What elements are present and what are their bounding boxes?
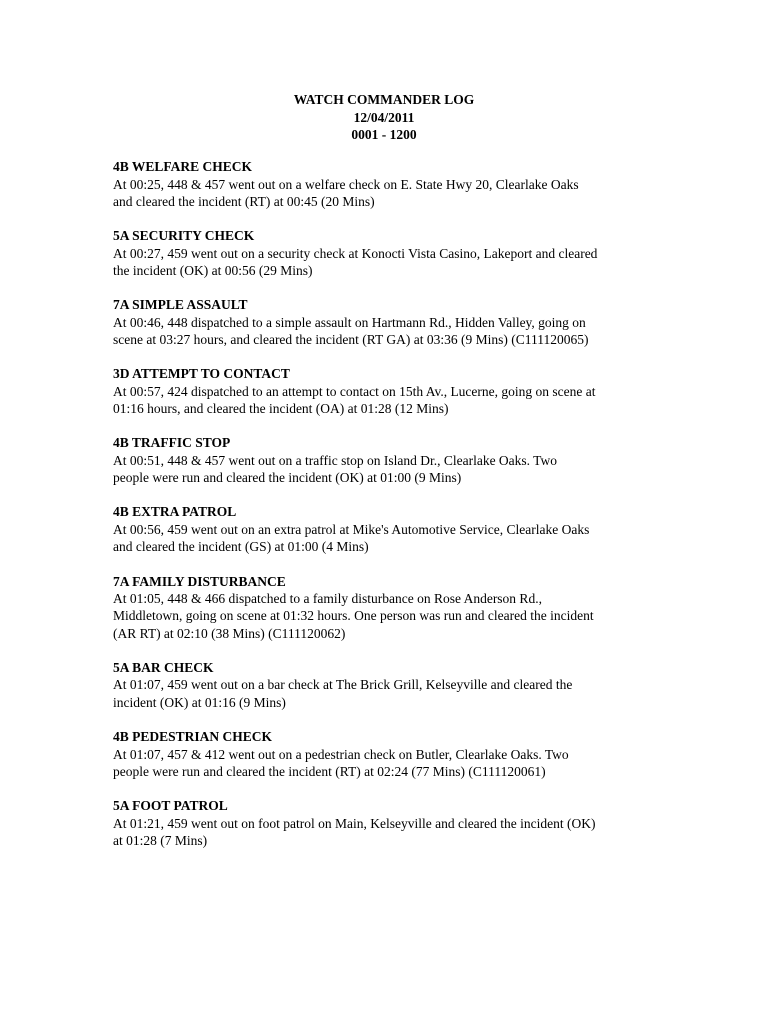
log-entry bbox=[113, 503, 673, 555]
document-title: WATCH COMMANDER LOG bbox=[293, 92, 475, 107]
entry-title: 4B EXTRA PATROL bbox=[113, 504, 237, 520]
log-entry bbox=[113, 158, 673, 210]
entry-line: At 00:57, 424 dispatched to an attempt to contact on 15th Av., Lucerne, going on scene at bbox=[113, 383, 596, 399]
log-entry bbox=[113, 573, 673, 642]
entry-line: At 01:07, 459 went out on a bar check at The Brick Grill, Kelseyville and cleared the bbox=[113, 677, 573, 693]
entry-line: At 01:21, 459 went out on foot patrol on Main, Kelseyville and cleared the incident (OK) bbox=[113, 815, 596, 831]
entry-line: and cleared the incident (GS) at 01:00 (4 Mins) bbox=[113, 539, 369, 555]
entry-title: 4B WELFARE CHECK bbox=[113, 159, 253, 174]
log-entry bbox=[113, 797, 673, 849]
log-entry bbox=[113, 659, 673, 711]
document-time-range: 0001 - 1200 bbox=[351, 127, 417, 142]
entry-line: people were run and cleared the incident (RT) at 02:24 (77 Mins) (C111120061) bbox=[113, 763, 546, 779]
entry-title: 7A SIMPLE ASSAULT bbox=[113, 297, 248, 313]
entry-title: 5A FOOT PATROL bbox=[113, 798, 228, 814]
document-date: 12/04/2011 bbox=[353, 109, 415, 125]
entry-line: 01:16 hours, and cleared the incident (OA) at 01:28 (12 Mins) bbox=[113, 401, 449, 417]
entry-line: and cleared the incident (RT) at 00:45 (20 Mins) bbox=[113, 193, 375, 209]
log-entry bbox=[113, 227, 673, 279]
entry-body bbox=[113, 314, 673, 349]
entry-line: Middletown, going on scene at 01:32 hours. One person was run and cleared the incident bbox=[113, 608, 594, 624]
entry-body bbox=[113, 383, 673, 418]
entry-body bbox=[113, 245, 673, 280]
entry-title: 4B TRAFFIC STOP bbox=[113, 435, 231, 451]
entry-title: 4B PEDESTRIAN CHECK bbox=[113, 729, 273, 745]
entry-body bbox=[113, 676, 673, 711]
entry-line: At 01:05, 448 & 466 dispatched to a family disturbance on Rose Anderson Rd., bbox=[113, 591, 542, 607]
entry-line: incident (OK) at 01:16 (9 Mins) bbox=[113, 694, 286, 710]
entry-body bbox=[113, 590, 673, 642]
entry-line: people were run and cleared the incident (OK) at 01:00 (9 Mins) bbox=[113, 470, 462, 486]
entry-body bbox=[113, 746, 673, 781]
entry-title: 5A BAR CHECK bbox=[113, 659, 214, 675]
entry-title: 7A FAMILY DISTURBANCE bbox=[113, 573, 286, 589]
entry-line: scene at 03:27 hours, and cleared the incident (RT GA) at 03:36 (9 Mins) (C111120065) bbox=[113, 331, 589, 347]
log-entry bbox=[113, 365, 673, 417]
entry-line: At 00:56, 459 went out on an extra patrol at Mike's Automotive Service, Clearlake Oaks bbox=[113, 521, 590, 537]
entry-line: (AR RT) at 02:10 (38 Mins) (C111120062) bbox=[113, 625, 346, 641]
entry-line: At 00:51, 448 & 457 went out on a traffic stop on Island Dr., Clearlake Oaks. Two bbox=[113, 452, 557, 468]
entry-title: 5A SECURITY CHECK bbox=[113, 228, 255, 244]
log-entry bbox=[113, 434, 673, 486]
entry-line: At 01:07, 457 & 412 went out on a pedestrian check on Butler, Clearlake Oaks. Two bbox=[113, 746, 569, 762]
entry-body bbox=[113, 452, 673, 487]
log-entries bbox=[113, 158, 673, 866]
entry-line: At 00:46, 448 dispatched to a simple assault on Hartmann Rd., Hidden Valley, going on bbox=[113, 314, 586, 330]
document-header bbox=[0, 91, 768, 144]
entry-body bbox=[113, 176, 673, 211]
entry-line: At 00:25, 448 & 457 went out on a welfare check on E. State Hwy 20, Clearlake Oaks bbox=[113, 176, 579, 192]
log-entry bbox=[113, 296, 673, 348]
entry-line: At 00:27, 459 went out on a security check at Konocti Vista Casino, Lakeport and cleared bbox=[113, 245, 598, 261]
entry-body bbox=[113, 815, 673, 850]
entry-body bbox=[113, 521, 673, 556]
entry-line: the incident (OK) at 00:56 (29 Mins) bbox=[113, 262, 313, 278]
log-entry bbox=[113, 728, 673, 780]
entry-line: at 01:28 (7 Mins) bbox=[113, 832, 208, 848]
entry-title: 3D ATTEMPT TO CONTACT bbox=[113, 366, 290, 382]
